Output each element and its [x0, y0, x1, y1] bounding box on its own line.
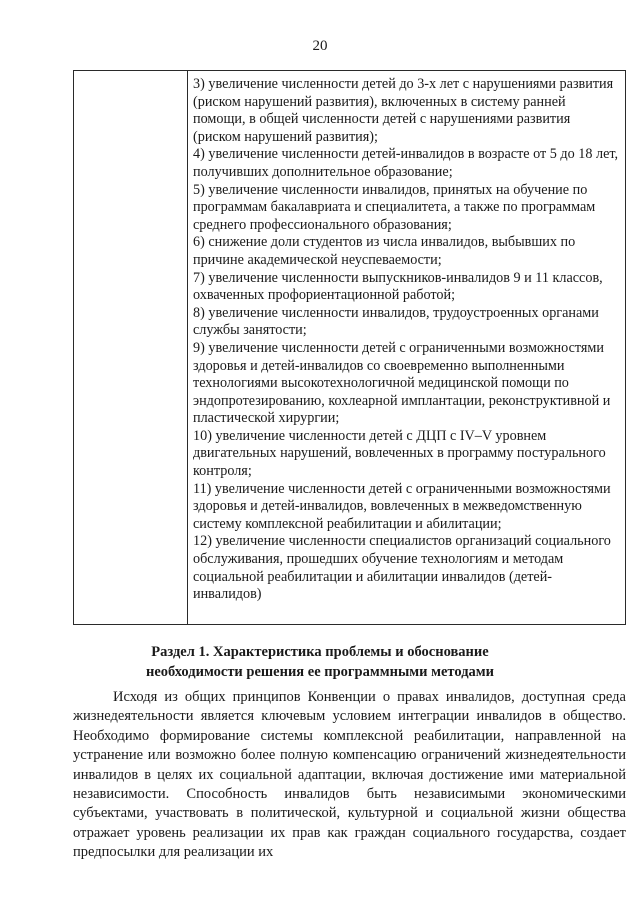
indicators-table [73, 70, 626, 625]
table-right-cell [188, 71, 625, 624]
list-item: 6) снижение доли студентов из числа инвалидов, выбывших по причине академической неуспеваемости; [193, 234, 576, 268]
table-left-cell [74, 71, 188, 624]
page-number: 20 [312, 38, 328, 54]
list-item: 10) увеличение численности детей с ДЦП с IV–V уровнем двигательных нарушений, вовлеченных в программу постурального контроля; [193, 427, 606, 480]
list-item: 11) увеличение численности детей с ограниченными возможностями здоровья и детей-инвалидов, вовлеченных в межведомственную систему комплексной реабилитации и абилитации; [193, 480, 611, 532]
section-heading-line-2: необходимости решения ее программными методами [145, 664, 495, 680]
section-paragraph: Исходя из общих принципов Конвенции о правах инвалидов, доступная среда жизнедеятельности является ключевым условием интеграции инвалидов в общество. Необходимо формирование системы комплексной реабилитации, направленной на устранение или возможно более полную компенсацию ограничений жизнедеятельности инвалидов в целях их социальной адаптации, включая достижение ими материальной независимости. Способность инвалидов быть независимыми экономическими субъектами, участвовать в политической, культурной и социальной жизни общества отражает уровень реализации их прав как граждан социального государства, создает предпосылки для реализации их [73, 689, 626, 861]
list-item: 7) увеличение численности выпускников-инвалидов 9 и 11 классов, охваченных профориентационной работой; [193, 269, 603, 304]
list-item: 3) увеличение численности детей до 3-х лет с нарушениями развития (риском нарушений развития), включенных в систему ранней помощи, в общей численности детей с нарушениями развития (риском нарушений развития); [193, 76, 614, 145]
list-item: 4) увеличение численности детей-инвалидов в возрасте от 5 до 18 лет, получивших дополнительное образование; [193, 146, 619, 180]
section-heading-line-1: Раздел 1. Характеристика проблемы и обоснование [151, 644, 489, 660]
list-item: 9) увеличение численности детей с ограниченными возможностями здоровья и детей-инвалидов со своевременно выполненными технологиями высокотехнологичной медицинской помощи по эндопротезированию, кохлеарной имплантации, реконструктивной и пластической хирургии; [193, 339, 611, 427]
list-item: 8) увеличение численности инвалидов, трудоустроенных органами службы занятости; [193, 304, 599, 339]
section-heading [0, 642, 640, 682]
list-item: 5) увеличение численности инвалидов, принятых на обучение по программам бакалавриата и специалитета, а также по программам среднего профессионального образования; [193, 181, 596, 233]
list-item: 12) увеличение численности специалистов организаций социального обслуживания, прошедших обучение технологиям и методам социальной реабилитации и абилитации инвалидов (детей-инвалидов) [193, 533, 611, 603]
